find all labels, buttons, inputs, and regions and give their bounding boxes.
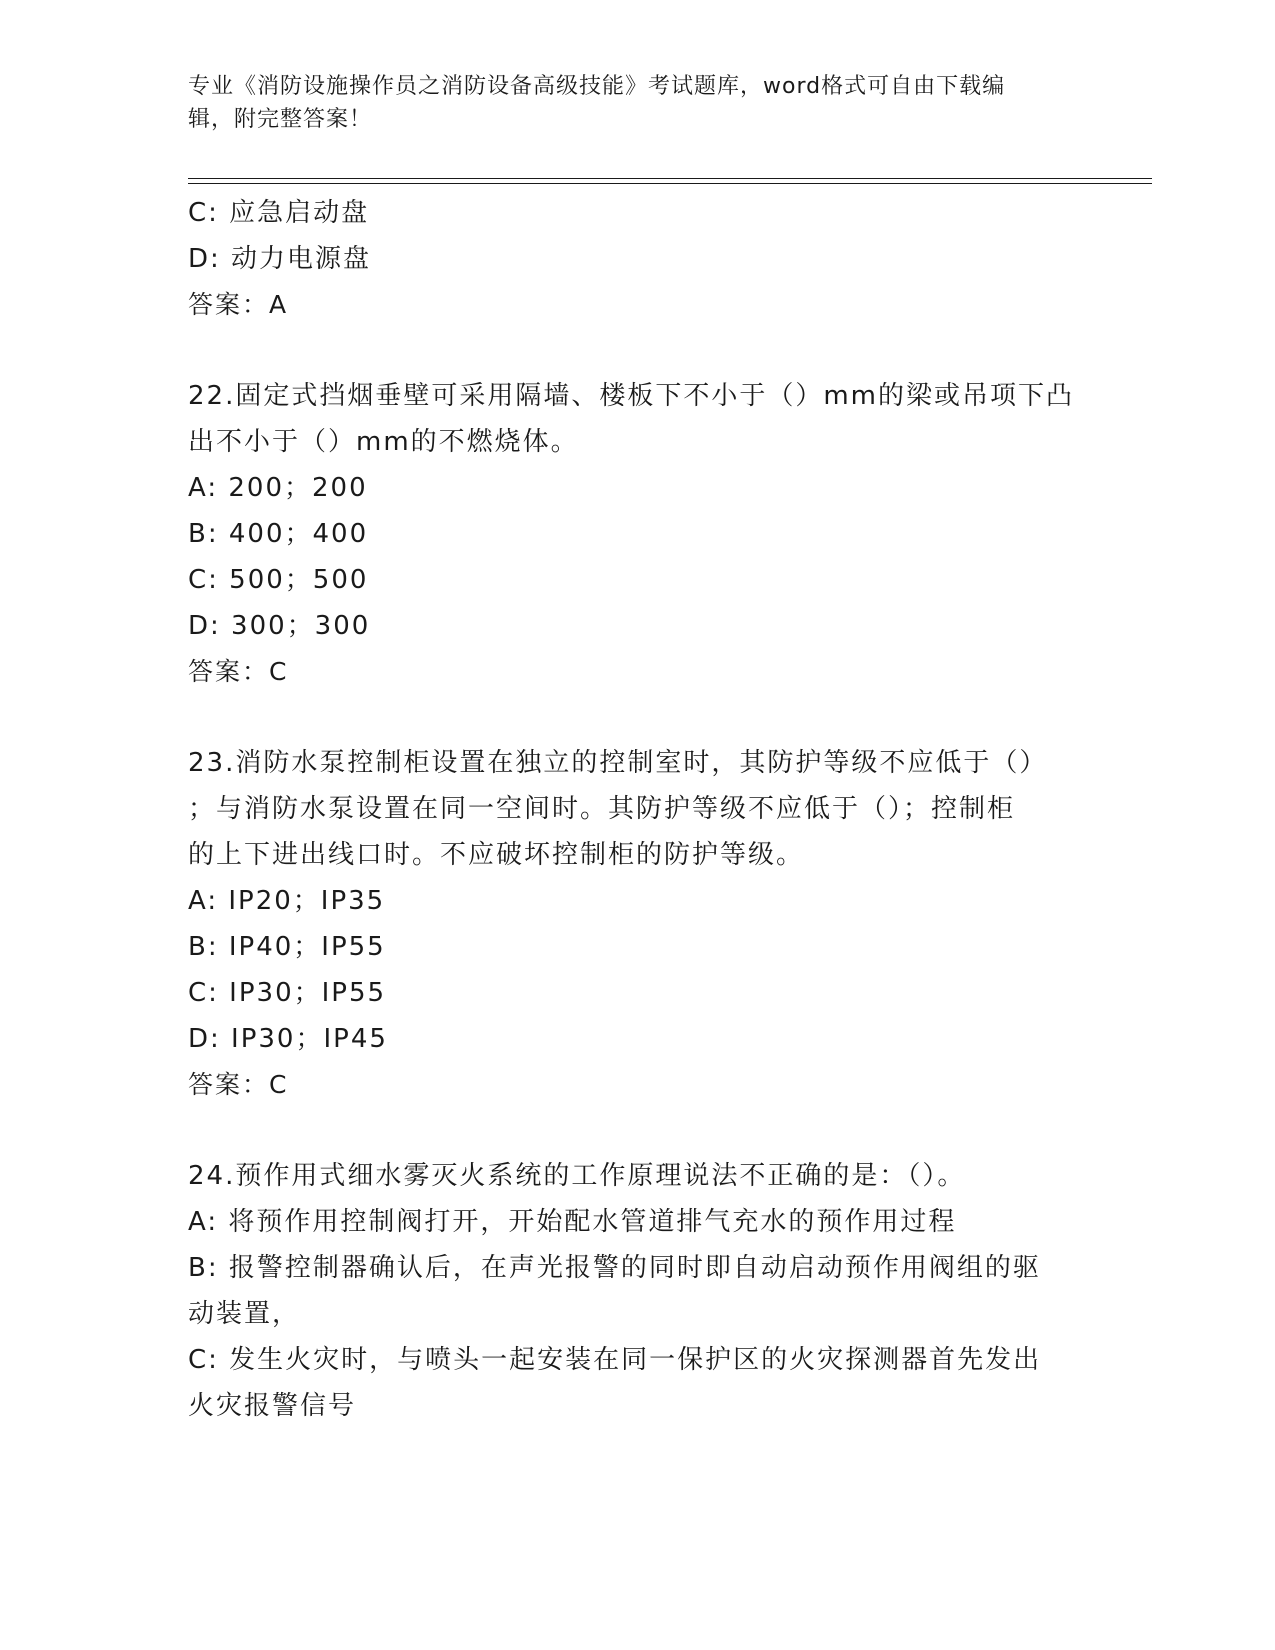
question-23-text: 23.消防水泵控制柜设置在独立的控制室时，其防护等级不应低于（）: [188, 748, 1048, 778]
header-line-1: 专业《消防设施操作员之消防设备高级技能》考试题库，word格式可自由下载编: [188, 74, 1006, 99]
question-22-text: 出不小于（）mm的不燃烧体。: [188, 427, 579, 457]
question-list: [188, 190, 1088, 1429]
answer: 答案：A: [188, 290, 289, 319]
option-c: C: 500；500: [188, 565, 369, 595]
header-divider-top: [188, 178, 1152, 179]
option-b: B: IP40；IP55: [188, 932, 386, 962]
option-b: B: 报警控制器确认后，在声光报警的同时即自动启动预作用阀组的驱: [188, 1253, 1041, 1283]
document-header: [188, 70, 1068, 136]
option-c: C: 应急启动盘: [188, 198, 370, 228]
option-a: A: IP20；IP35: [188, 886, 386, 916]
option-c-continued: 火灾报警信号: [188, 1391, 357, 1421]
option-d: D: 300；300: [188, 611, 371, 641]
question-23-text: ；与消防水泵设置在同一空间时。其防护等级不应低于（）；控制柜: [188, 794, 1016, 824]
question-24-text: 24.预作用式细水雾灭火系统的工作原理说法不正确的是：（）。: [188, 1161, 966, 1191]
answer: 答案：C: [188, 657, 289, 686]
answer: 答案：C: [188, 1070, 289, 1099]
option-c: C: IP30；IP55: [188, 978, 387, 1008]
header-divider-bottom: [188, 183, 1152, 184]
option-b: B: 400；400: [188, 519, 369, 549]
option-b-continued: 动装置，: [188, 1299, 301, 1329]
option-d: D: IP30；IP45: [188, 1024, 388, 1054]
header-line-2: 辑，附完整答案！: [188, 107, 373, 132]
question-22-text: 22.固定式挡烟垂壁可采用隔墙、楼板下不小于（）mm的梁或吊项下凸: [188, 381, 1075, 411]
option-a: A: 200；200: [188, 473, 368, 503]
option-c: C: 发生火灾时，与喷头一起安装在同一保护区的火灾探测器首先发出: [188, 1345, 1042, 1375]
option-d: D: 动力电源盘: [188, 244, 372, 274]
option-a: A: 将预作用控制阀打开，开始配水管道排气充水的预作用过程: [188, 1207, 957, 1237]
question-23-text: 的上下进出线口时。不应破坏控制柜的防护等级。: [188, 840, 805, 870]
